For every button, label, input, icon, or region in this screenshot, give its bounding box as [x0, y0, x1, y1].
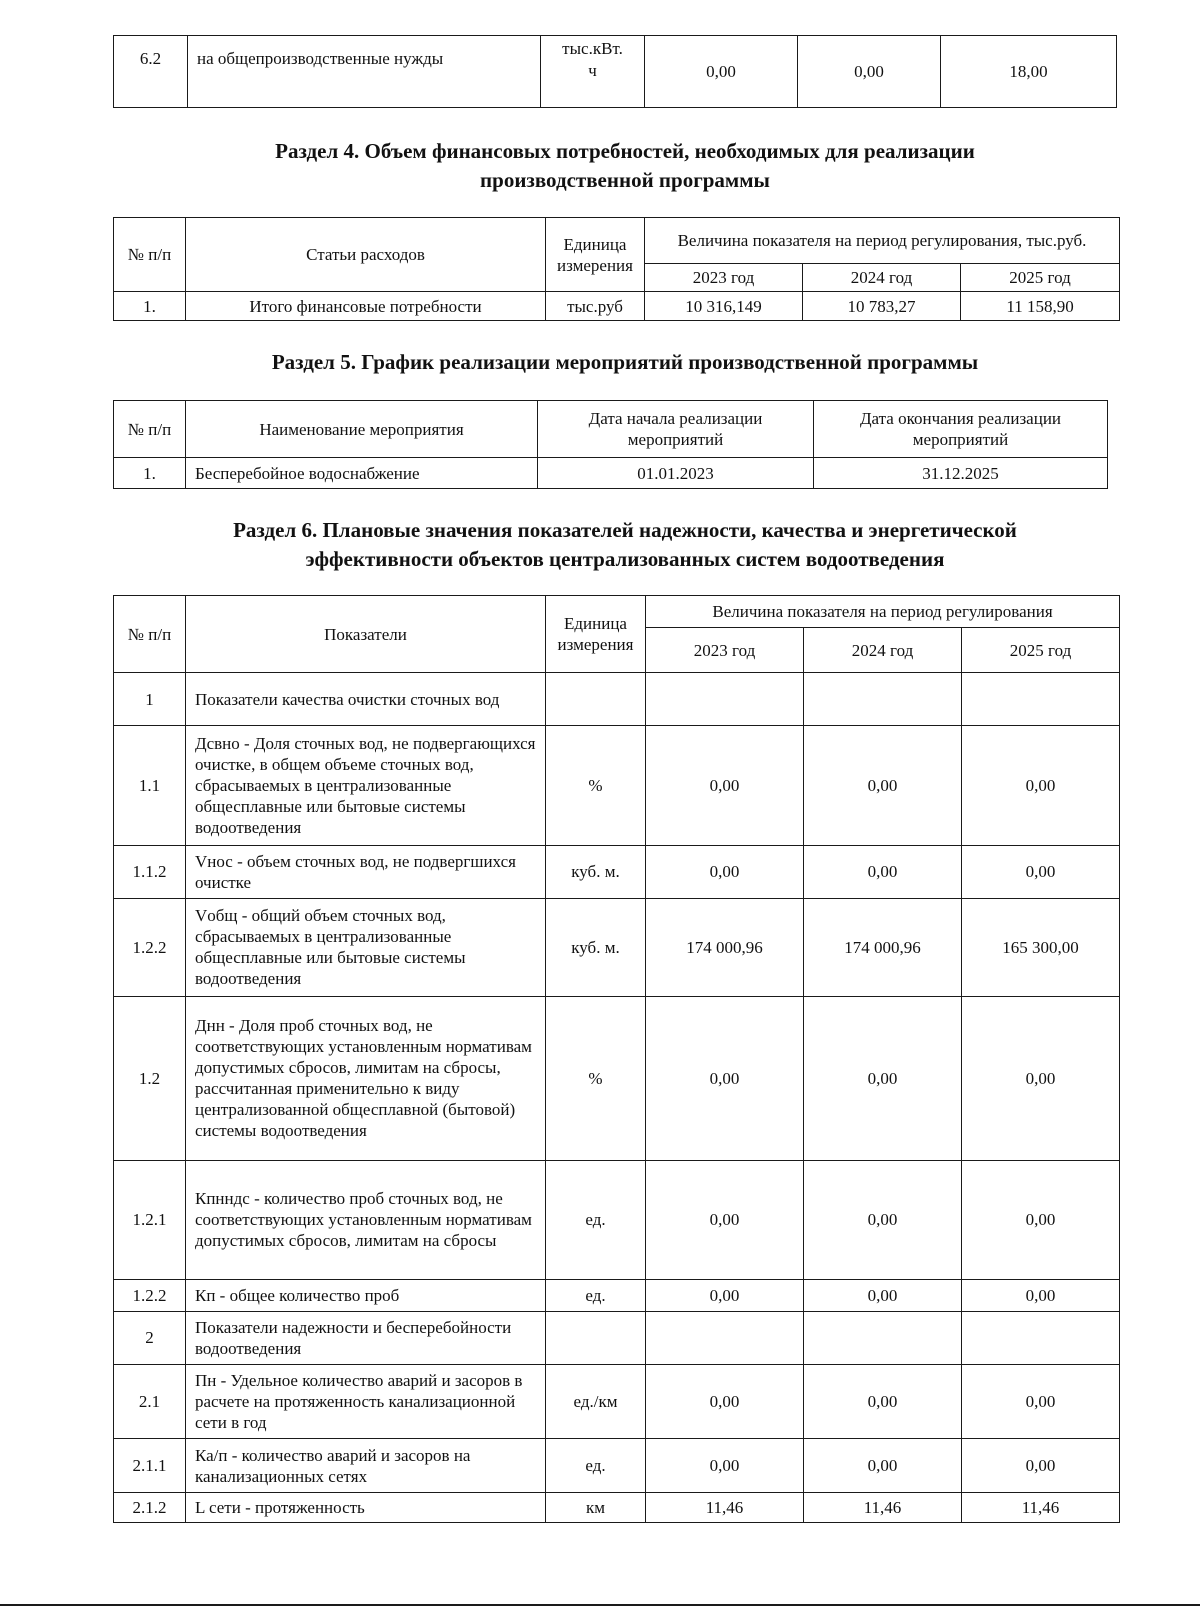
- table-row: [114, 1160, 1120, 1280]
- header-name: Наименование мероприятия: [186, 401, 538, 458]
- value-2025: 0,00: [962, 845, 1120, 898]
- table-row: [114, 898, 1120, 996]
- row-number: 2.1: [114, 1364, 186, 1438]
- header-indicators: Показатели: [186, 596, 546, 673]
- row-number: 1.2.2: [114, 1280, 186, 1311]
- row-unit: [546, 1311, 646, 1364]
- page-bottom-rule: [0, 1604, 1200, 1606]
- row-name: Ка/п - количество аварий и засоров на канализационных сетях: [186, 1439, 546, 1492]
- row-unit: %: [546, 996, 646, 1160]
- header-year-2025: 2025 год: [962, 628, 1120, 673]
- section4-heading-line2: производственной программы: [480, 168, 770, 192]
- value-2025: [962, 673, 1120, 725]
- value-2024: 0,00: [804, 845, 962, 898]
- table-row: [114, 725, 1120, 845]
- value-2024: 0,00: [798, 36, 941, 108]
- header-year-2023: 2023 год: [645, 264, 803, 292]
- table-row: [114, 1311, 1120, 1364]
- value-2023: 0,00: [645, 36, 798, 108]
- value-2023: 0,00: [646, 1439, 804, 1492]
- table-row: [114, 36, 1117, 108]
- row-number: 1: [114, 673, 186, 725]
- header-year-2024: 2024 год: [804, 628, 962, 673]
- table-row: [114, 1280, 1120, 1311]
- header-num: № п/п: [114, 401, 186, 458]
- row-unit: куб. м.: [546, 898, 646, 996]
- table-row: [114, 292, 1120, 321]
- row-unit: ед.: [546, 1160, 646, 1280]
- table-row: [114, 845, 1120, 898]
- header-year-2024: 2024 год: [803, 264, 961, 292]
- row-name: Кпнндс - количество проб сточных вод, не соответствующих установленным нормативам допустимых сбросов, лимитам на сбросы: [186, 1160, 546, 1280]
- row-name: L сети - протяженность: [186, 1492, 546, 1522]
- row-name: Дсвно - Доля сточных вод, не подвергающихся очистке, в общем объеме сточных вод, сбрасываемых в централизованные общесплавные или бытовые системы водоотведения: [186, 725, 546, 845]
- table-row: [114, 1492, 1120, 1522]
- value-2025: 0,00: [962, 1364, 1120, 1438]
- header-unit: Единица измерения: [546, 596, 646, 673]
- row-name: Показатели качества очистки сточных вод: [186, 673, 546, 725]
- value-2025: 165 300,00: [962, 898, 1120, 996]
- row-unit: тыс.руб: [546, 292, 645, 321]
- header-start-date: Дата начала реализации мероприятий: [538, 401, 814, 458]
- header-row: [114, 401, 1108, 458]
- header-num: № п/п: [114, 596, 186, 673]
- table-row: [114, 1439, 1120, 1492]
- row-end-date: 31.12.2025: [814, 458, 1108, 489]
- value-2023: 0,00: [646, 1160, 804, 1280]
- value-2025: 11,46: [962, 1492, 1120, 1522]
- row-number: 1.2.2: [114, 898, 186, 996]
- section6-heading-line2: эффективности объектов централизованных систем водоотведения: [305, 547, 945, 571]
- row-name: Показатели надежности и бесперебойности водоотведения: [186, 1311, 546, 1364]
- row-number: 2.1.1: [114, 1439, 186, 1492]
- value-2023: 0,00: [646, 996, 804, 1160]
- unit-line-1: тыс.кВт.: [562, 39, 623, 58]
- row-number: 1.1: [114, 725, 186, 845]
- header-year-2023: 2023 год: [646, 628, 804, 673]
- section4-table: [113, 217, 1120, 321]
- value-2023: 10 316,149: [645, 292, 803, 321]
- row-unit: ед.: [546, 1280, 646, 1311]
- row-name: на общепроизводственные нужды: [188, 36, 541, 108]
- row-number: 1.: [114, 292, 186, 321]
- row-unit: ед.: [546, 1439, 646, 1492]
- value-2024: 0,00: [804, 1439, 962, 1492]
- value-2023: 0,00: [646, 1364, 804, 1438]
- section5-table: [113, 400, 1108, 489]
- value-2024: 11,46: [804, 1492, 962, 1522]
- value-2025: 0,00: [962, 725, 1120, 845]
- value-2025: 0,00: [962, 1160, 1120, 1280]
- value-2025: [962, 1311, 1120, 1364]
- header-num: № п/п: [114, 218, 186, 292]
- value-2024: 10 783,27: [803, 292, 961, 321]
- table-row: [114, 673, 1120, 725]
- section6-heading-line1: Раздел 6. Плановые значения показателей надежности, качества и энергетической: [233, 518, 1017, 542]
- header-end-date: Дата окончания реализации мероприятий: [814, 401, 1108, 458]
- row-unit: [541, 36, 645, 108]
- header-articles: Статьи расходов: [186, 218, 546, 292]
- header-row: [114, 218, 1120, 264]
- value-2024: 0,00: [804, 725, 962, 845]
- section5-heading: Раздел 5. График реализации мероприятий производственной программы: [271, 350, 979, 374]
- value-2023: 174 000,96: [646, 898, 804, 996]
- section6-table: [113, 595, 1120, 1523]
- value-2024: 0,00: [804, 1364, 962, 1438]
- value-2023: 0,00: [646, 845, 804, 898]
- row-unit: %: [546, 725, 646, 845]
- value-2025: 0,00: [962, 996, 1120, 1160]
- header-unit: Единица измерения: [546, 218, 645, 292]
- table-row: [114, 1364, 1120, 1438]
- row-number: 2.1.2: [114, 1492, 186, 1522]
- top-continuation-table: [113, 35, 1117, 108]
- header-period: Величина показателя на период регулирования: [646, 596, 1120, 628]
- value-2024: [804, 1311, 962, 1364]
- header-year-2025: 2025 год: [961, 264, 1120, 292]
- value-2024: [804, 673, 962, 725]
- table-row: [114, 996, 1120, 1160]
- row-name: Vобщ - общий объем сточных вод, сбрасываемых в централизованные общесплавные или бытовые системы водоотведения: [186, 898, 546, 996]
- value-2024: 174 000,96: [804, 898, 962, 996]
- value-2025: 18,00: [941, 36, 1117, 108]
- value-2023: 11,46: [646, 1492, 804, 1522]
- row-number: 6.2: [114, 36, 188, 108]
- section4-heading: [130, 137, 1120, 195]
- header-row: [114, 596, 1120, 628]
- value-2024: 0,00: [804, 1160, 962, 1280]
- row-number: 1.2.1: [114, 1160, 186, 1280]
- header-period: Величина показателя на период регулирования, тыс.руб.: [645, 218, 1120, 264]
- unit-line-2: ч: [588, 61, 597, 80]
- row-start-date: 01.01.2023: [538, 458, 814, 489]
- row-unit: куб. м.: [546, 845, 646, 898]
- value-2023: 0,00: [646, 725, 804, 845]
- row-number: 1.: [114, 458, 186, 489]
- row-unit: ед./км: [546, 1364, 646, 1438]
- value-2023: [646, 673, 804, 725]
- row-name: Бесперебойное водоснабжение: [186, 458, 538, 489]
- section4-heading-line1: Раздел 4. Объем финансовых потребностей, необходимых для реализации: [275, 139, 975, 163]
- row-name: Пн - Удельное количество аварий и засоров в расчете на протяженность канализационной сети в год: [186, 1364, 546, 1438]
- value-2025: 11 158,90: [961, 292, 1120, 321]
- value-2025: 0,00: [962, 1439, 1120, 1492]
- row-name: Итого финансовые потребности: [186, 292, 546, 321]
- value-2024: 0,00: [804, 996, 962, 1160]
- value-2025: 0,00: [962, 1280, 1120, 1311]
- row-name: Кп - общее количество проб: [186, 1280, 546, 1311]
- row-name: Vнос - объем сточных вод, не подвергшихся очистке: [186, 845, 546, 898]
- row-number: 1.2: [114, 996, 186, 1160]
- section6-heading: [130, 516, 1120, 574]
- table-row: [114, 458, 1108, 489]
- value-2023: [646, 1311, 804, 1364]
- row-name: Днн - Доля проб сточных вод, не соответствующих установленным нормативам допустимых сбросов, лимитам на сбросы, рассчитанная применительно к виду централизованной общесплавной (бытовой) системы водоотведения: [186, 996, 546, 1160]
- row-unit: [546, 673, 646, 725]
- row-number: 1.1.2: [114, 845, 186, 898]
- value-2024: 0,00: [804, 1280, 962, 1311]
- row-unit: км: [546, 1492, 646, 1522]
- row-number: 2: [114, 1311, 186, 1364]
- value-2023: 0,00: [646, 1280, 804, 1311]
